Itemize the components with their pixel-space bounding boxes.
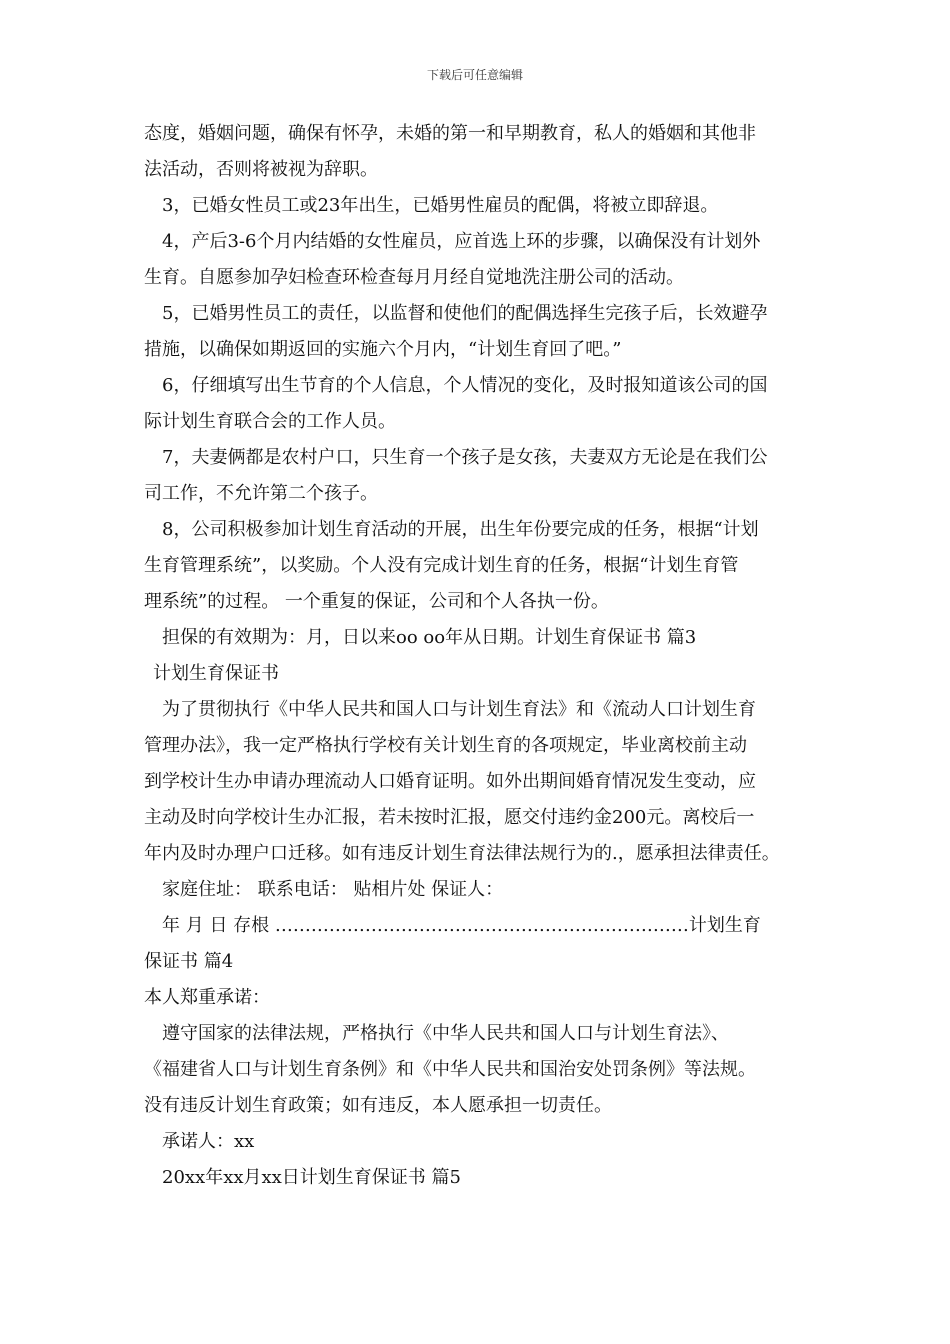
text-line: 本人郑重承诺： bbox=[144, 987, 270, 1008]
page-header: 下载后可任意编辑 bbox=[426, 68, 523, 82]
text-line: 法活动，否则将被视为辞职。 bbox=[144, 159, 378, 180]
text-line: 管理办法》，我一定严格执行学校有关计划生育的各项规定，毕业离校前主动 bbox=[144, 735, 747, 756]
text-line: 4，产后3-6个月内结婚的女性雇员，应首选上环的步骤，以确保没有计划外 bbox=[162, 231, 761, 252]
text-line: 际计划生育联合会的工作人员。 bbox=[144, 411, 396, 432]
text-line: 5，已婚男性员工的责任，以监督和使他们的配偶选择生完孩子后，长效避孕 bbox=[162, 303, 768, 324]
text-line: 年内及时办理户口迁移。如有违反计划生育法律法规行为的.，愿承担法律责任。 bbox=[144, 843, 780, 864]
text-line: 6，仔细填写出生节育的个人信息，个人情况的变化，及时报知道该公司的国 bbox=[162, 375, 768, 396]
text-line: 承诺人：xx bbox=[162, 1131, 255, 1152]
text-line: 生育。自愿参加孕妇检查环检查每月月经自觉地洗注册公司的活动。 bbox=[144, 267, 684, 288]
document-body bbox=[144, 116, 814, 1196]
text-line: 没有违反计划生育政策；如有违反，本人愿承担一切责任。 bbox=[144, 1095, 612, 1116]
text-line: 20xx年xx月xx日计划生育保证书 篇5 bbox=[162, 1167, 461, 1188]
text-line: 3，已婚女性员工或23年出生，已婚男性雇员的配偶，将被立即辞退。 bbox=[162, 195, 719, 216]
text-line: 年 月 日 存根 ……………………………………………………………计划生育 bbox=[162, 915, 761, 936]
text-line: 理系统”的过程。 一个重复的保证，公司和个人各执一份。 bbox=[144, 591, 609, 612]
text-line: 遵守国家的法律法规，严格执行《中华人民共和国人口与计划生育法》、 bbox=[162, 1023, 729, 1044]
text-line: 主动及时向学校计生办汇报，若未按时汇报，愿交付违约金200元。离校后一 bbox=[144, 807, 755, 828]
text-line: 担保的有效期为：月，日以来oo oo年从日期。计划生育保证书 篇3 bbox=[162, 627, 697, 648]
text-line: 《福建省人口与计划生育条例》和《中华人民共和国治安处罚条例》等法规。 bbox=[144, 1059, 756, 1080]
text-line: 到学校计生办申请办理流动人口婚育证明。如外出期间婚育情况发生变动，应 bbox=[144, 771, 756, 792]
text-line: 为了贯彻执行《中华人民共和国人口与计划生育法》和《流动人口计划生育 bbox=[162, 699, 756, 720]
text-line: 8，公司积极参加计划生育活动的开展，出生年份要完成的任务，根据“计划 bbox=[162, 519, 759, 540]
text-line: 家庭住址： 联系电话： 贴相片处 保证人： bbox=[162, 879, 504, 900]
text-line: 态度，婚姻问题，确保有怀孕，未婚的第一和早期教育，私人的婚姻和其他非 bbox=[144, 123, 756, 144]
section-title: 计划生育保证书 bbox=[153, 663, 279, 684]
text-line: 保证书 篇4 bbox=[144, 951, 234, 972]
text-line: 措施，以确保如期返回的实施六个月内，“计划生育回了吧。” bbox=[144, 339, 622, 360]
text-line: 司工作，不允许第二个孩子。 bbox=[144, 483, 378, 504]
text-line: 7，夫妻俩都是农村户口，只生育一个孩子是女孩，夫妻双方无论是在我们公 bbox=[162, 447, 768, 468]
text-line: 生育管理系统”，以奖励。个人没有完成计划生育的任务，根据“计划生育管 bbox=[144, 555, 739, 576]
